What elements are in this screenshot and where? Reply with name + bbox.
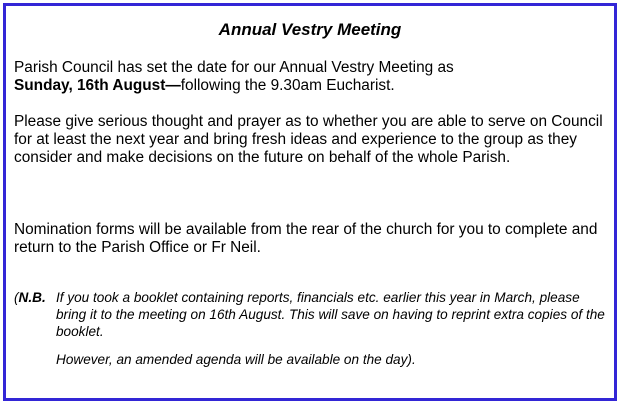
nb-note: If you took a booklet containing reports, financials etc. earlier this year in March, please bring it to the meeting on 16th August. This will save on having to reprint extra copies of the booklet. bbox=[56, 290, 605, 339]
nb-agenda-note: However, an amended agenda will be available on the day). bbox=[56, 352, 416, 367]
nb-label-text: N.B. bbox=[18, 290, 46, 305]
meeting-date: Sunday, 16th August— bbox=[14, 77, 181, 94]
nomination-paragraph: Nomination forms will be available from the rear of the church for you to complete and return to the Parish Office or Fr Neil. bbox=[14, 221, 598, 256]
date-paragraph bbox=[14, 59, 610, 95]
notice-title: Annual Vestry Meeting bbox=[218, 20, 402, 39]
date-tail: following the 9.30am Eucharist. bbox=[180, 77, 395, 94]
council-paragraph: Please give serious thought and prayer as to whether you are able to serve on Council for at least the next year and bring fresh ideas and experience to the group as they consider and make decisions on the future on behalf of the whole Parish. bbox=[14, 113, 603, 166]
notice-box bbox=[3, 3, 617, 401]
date-intro: Parish Council has set the date for our Annual Vestry Meeting as bbox=[14, 59, 454, 76]
nb-open-paren: ( bbox=[14, 290, 19, 305]
nb-label bbox=[14, 289, 46, 306]
